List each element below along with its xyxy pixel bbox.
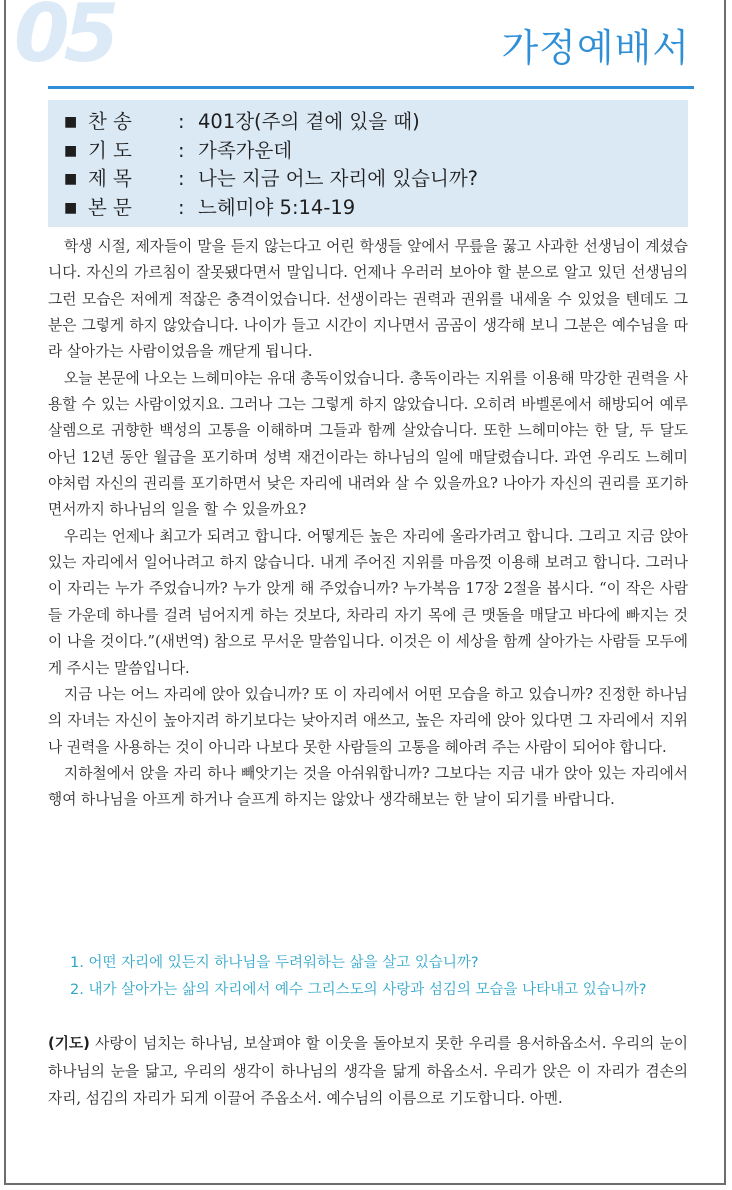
info-separator: : <box>178 138 185 162</box>
title-divider <box>48 86 694 89</box>
info-label: 찬 송 <box>88 110 132 133</box>
closing-prayer <box>48 1030 688 1113</box>
info-label: 제 목 <box>88 167 132 190</box>
info-separator: : <box>178 167 185 190</box>
info-separator: : <box>178 195 185 219</box>
info-value: 가족가운데 <box>198 138 293 162</box>
page-number: 05 <box>14 0 114 80</box>
worship-info-box <box>48 100 688 227</box>
page-title: 가정예배서 <box>501 26 690 70</box>
info-value: 나는 지금 어느 자리에 있습니까? <box>198 167 479 190</box>
info-value: 401장(주의 곁에 있을 때) <box>198 110 420 133</box>
prayer-label: (기도) <box>48 1035 90 1052</box>
square-bullet-icon: ■ <box>64 114 78 130</box>
info-row-title <box>64 165 688 194</box>
sermon-body <box>48 234 688 814</box>
sermon-paragraph: 지하철에서 앉을 자리 하나 빼앗기는 것을 아쉬워합니까? 그보다는 지금 내가 앉아 있는 자리에서 행여 하나님을 아프게 하거나 슬프게 하지는 않았나 생각해보는 한 날이 되기를 바랍니다. <box>48 764 688 809</box>
question-item: 2. 내가 살아가는 삶의 자리에서 예수 그리스도의 사랑과 섬김의 모습을 나타내고 있습니까? <box>70 982 647 998</box>
info-row-prayer <box>64 137 688 166</box>
info-separator: : <box>178 110 185 133</box>
sermon-paragraph: 우리는 언제나 최고가 되려고 합니다. 어떻게든 높은 자리에 올라가려고 합니다. 그리고 지금 앉아 있는 자리에서 일어나려고 하지 않습니다. 내게 주어진 지위를 마음껏 이용해 보려고 합니다. 그러나 이 자리는 누가 주었습니까? 누가 앉게 해 주었습니까? 누가복음 17장 2절을 봅시다. “이 작은 사람들 가운데 하나를 걸려 넘어지게 하는 것보다, 차라리 자기 목에 큰 맷돌을 매달고 바다에 빠지는 것이 나을 것이다.”(새번역) 참으로 무서운 말씀입니다. 이것은 이 세상을 함께 살아가는 사람들 모두에게 주시는 말씀입니다. <box>48 527 688 677</box>
square-bullet-icon: ■ <box>64 142 78 159</box>
square-bullet-icon: ■ <box>64 171 78 187</box>
reflection-questions <box>70 950 710 1004</box>
square-bullet-icon: ■ <box>64 199 78 216</box>
info-value: 느헤미야 5:14-19 <box>198 195 356 219</box>
prayer-text: 사랑이 넘치는 하나님, 보살펴야 할 이웃을 돌아보지 못한 우리를 용서하옵소서. 우리의 눈이 하나님의 눈을 닮고, 우리의 생각이 하나님의 생각을 닮게 하옵소서. 우리가 앉은 이 자리가 겸손의 자리, 섬김의 자리가 되게 이끌어 주옵소서. 예수님의 이름으로 기도합니다. 아멘. <box>48 1035 689 1107</box>
question-item: 1. 어떤 자리에 있든지 하나님을 두려워하는 삶을 살고 있습니까? <box>70 955 479 971</box>
info-row-hymn <box>64 108 688 137</box>
sermon-paragraph: 지금 나는 어느 자리에 앉아 있습니까? 또 이 자리에서 어떤 모습을 하고 있습니까? 진정한 하나님의 자녀는 자신이 높아지려 하기보다는 낮아지려 애쓰고, 높은 자리에 앉아 있다면 그 자리에서 지위나 권력을 사용하는 것이 아니라 나보다 못한 사람들의 고통을 헤아려 주는 사람이 되어야 합니다. <box>48 685 688 756</box>
sermon-paragraph: 학생 시절, 제자들이 말을 듣지 않는다고 어린 학생들 앞에서 무릎을 꿇고 사과한 선생님이 계셨습니다. 자신의 가르침이 잘못됐다면서 말입니다. 언제나 우러러 보아야 할 분으로 알고 있던 선생님의 그런 모습은 저에게 적잖은 충격이었습니다. 선생이라는 권력과 권위를 내세울 수 있었을 텐데도 그분은 그렇게 하지 않았습니다. 나이가 들고 시간이 지나면서 곰곰이 생각해 보니 그분은 예수님을 따라 살아가는 사람이었음을 깨닫게 됩니다. <box>48 238 688 361</box>
info-label: 본 문 <box>88 195 132 219</box>
info-row-scripture <box>64 194 688 223</box>
sermon-paragraph: 오늘 본문에 나오는 느헤미야는 유대 총독이었습니다. 총독이라는 지위를 이용해 막강한 권력을 사용할 수 있는 사람이었지요. 그러나 그는 그렇게 하지 않았습니다. 오히려 바벨론에서 해방되어 예루살렘으로 귀향한 백성의 고통을 이해하며 그들과 함께 살았습니다. 또한 느헤미야는 한 달, 두 달도 아닌 12년 동안 월급을 포기하며 성벽 재건이라는 하나님의 일에 매달렸습니다. 과연 우리도 느헤미야처럼 자신의 권리를 포기하면서 낮은 자리에 내려와 살 수 있을까요? 나아가 자신의 권리를 포기하면서까지 하나님의 일을 할 수 있을까요? <box>48 369 688 519</box>
info-label: 기 도 <box>88 138 132 162</box>
